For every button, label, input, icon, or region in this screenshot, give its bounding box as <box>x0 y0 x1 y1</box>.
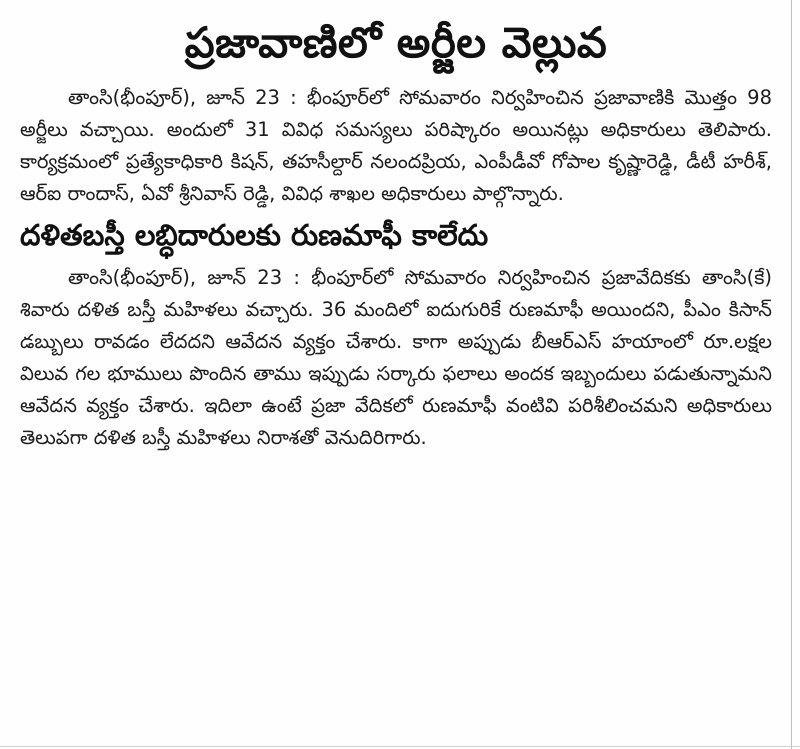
article-1-body: భీంపూర్‌లో సోమవారం నిర్వహించిన ప్రజావాణికి మొత్తం 98 అర్జీలు వచ్చాయి. అందులో 31 వివిధ సమస్యలు పరిష్కారం అయినట్లు అధికారులు తెలిపారు. కార్యక్రమంలో ప్రత్యేకాధికారి కిషన్, తహసీల్దార్ నలందప్రియ, ఎంపీడీవో గోపాల కృష్ణారెడ్డి, డీటీ హరీశ్, ఆర్ఐ రాందాస్, ఏవో శ్రీనివాస్ రెడ్డి, వివిధ శాఖల అధికారులు పాల్గొన్నారు. <box>20 86 772 206</box>
article-2-paragraph <box>20 262 772 454</box>
article-dalit-basti <box>20 210 772 454</box>
article-2-body: భీంపూర్‌లో సోమవారం నిర్వహించిన ప్రజావేదికకు తాంసి(కే) శివారు దళిత బస్తీ మహిళలు వచ్చారు. 36 మందిలో ఐదుగురికే రుణమాఫీ అయిందని, పీఎం కిసాన్ డబ్బులు రావడం లేదదని ఆవేదన వ్యక్తం చేశారు. కాగా అప్పుడు బీఆర్ఎస్ హయాంలో రూ.లక్షల విలువ గల భూములు పొందిన తాము ఇప్పుడు సర్కారు ఫలాలు అందక ఇబ్బందులు పడుతున్నామని ఆవేదన వ్యక్తం చేశారు. ఇదిలా ఉంటే ప్రజా వేదికలో రుణమాఫీ వంటివి పరిశీలించమని అధికారులు తెలుపగా దళిత బస్తీ మహిళలు నిరాశతో వెనుదిరిగారు. <box>20 266 772 450</box>
clipping-content <box>20 0 772 454</box>
article-grievance-day <box>20 0 772 210</box>
article-1-dateline: తాంసి(భీంపూర్), జూన్ 23 : <box>68 86 297 110</box>
article-2-dateline: తాంసి(భీంపూర్), జూన్ 23 : <box>68 266 300 290</box>
article-1-paragraph <box>20 82 772 210</box>
bottom-rule <box>0 746 800 747</box>
article-1-headline: ప్రజావాణిలో అర్జీల వెల్లువ <box>184 18 608 67</box>
column-rule <box>791 0 792 749</box>
article-2-headline: దళితబస్తీ లబ్ధిదారులకు రుణమాఫీ కాలేదు <box>20 218 489 253</box>
